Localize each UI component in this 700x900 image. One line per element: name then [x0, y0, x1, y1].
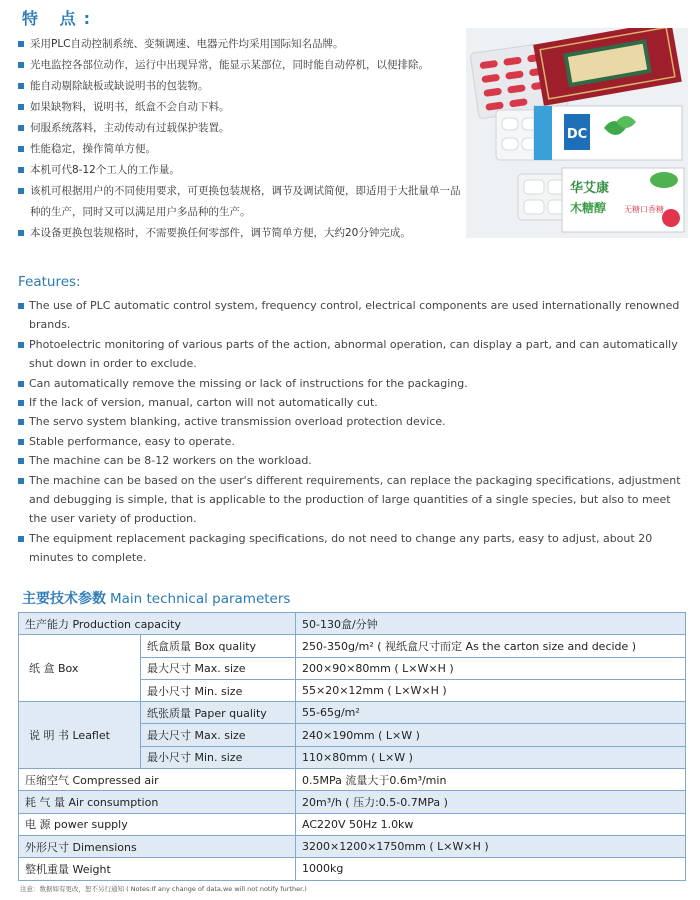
table-row: [19, 858, 686, 880]
spec-value: 200×90×80mm ( L×W×H ): [296, 657, 686, 679]
footnote: 注意：数据如有更改，恕不另行通知 ( Notes:If any change of data,we will not notify further.): [20, 885, 307, 893]
bullet-square-icon: [18, 536, 24, 542]
bullet-square-icon: [18, 439, 24, 445]
spec-value: 0.5MPa 流量大于0.6m³/min: [296, 769, 686, 791]
bullet-square-icon: [18, 381, 24, 387]
table-row: [19, 769, 686, 791]
list-item: The machine can be based on the user's different requirements, can replace the packaging specifications, adjustment and debugging is simple, that is applicable to the production of large quantities of a single species, but also to meet the user variety of production.: [18, 471, 690, 529]
list-item: Stable performance, easy to operate.: [18, 432, 690, 451]
bullet-square-icon: [18, 167, 24, 173]
spec-value: 55-65g/m²: [296, 702, 686, 724]
list-item: 该机可根据用户的不同使用要求，可更换包装规格，调节及调试简便，即适用于大批量单一品种的生产，同时又可以满足用户多品种的生产。: [18, 181, 463, 223]
list-item: 光电监控各部位动作，运行中出现异常，能显示某部位，同时能自动停机，以便排除。: [18, 55, 463, 76]
spec-value: AC220V 50Hz 1.0kw: [296, 813, 686, 835]
features-en-title: Features:: [18, 274, 81, 290]
features-en-list: [18, 296, 690, 568]
bullet-square-icon: [18, 83, 24, 89]
list-item: Photoelectric monitoring of various parts of the action, abnormal operation, can display a part, and can automatically shut down in order to exclude.: [18, 335, 690, 374]
spec-label: 整机重量 Weight: [19, 858, 296, 880]
bullet-square-icon: [18, 230, 24, 236]
table-row: [19, 813, 686, 835]
bullet-square-icon: [18, 41, 24, 47]
spec-label: 电 源 power supply: [19, 813, 296, 835]
features-cn-title: 特 点:: [22, 9, 98, 28]
bullet-square-icon: [18, 419, 24, 425]
spec-table: [18, 612, 686, 881]
bullet-square-icon: [18, 458, 24, 464]
packaging-samples-illustration: [466, 28, 688, 238]
gum-sub-text: 木糖醇: [570, 201, 607, 215]
bullet-square-icon: [18, 342, 24, 348]
spec-label: 压缩空气 Compressed air: [19, 769, 296, 791]
spec-label: 最小尺寸 Min. size: [141, 746, 296, 768]
spec-label: 纸张质量 Paper quality: [141, 702, 296, 724]
spec-value: 3200×1200×1750mm ( L×W×H ): [296, 835, 686, 857]
list-item: The equipment replacement packaging specifications, do not need to change any parts, easy to adjust, about 20 minutes to complete.: [18, 529, 690, 568]
list-item: Can automatically remove the missing or lack of instructions for the packaging.: [18, 374, 690, 393]
spec-label: 最小尺寸 Min. size: [141, 679, 296, 701]
table-row: [19, 702, 686, 724]
table-row: [19, 835, 686, 857]
list-item: 性能稳定，操作简单方便。: [18, 139, 463, 160]
spec-value: 110×80mm ( L×W ): [296, 746, 686, 768]
list-item: If the lack of version, manual, carton will not automatically cut.: [18, 393, 690, 412]
spec-value: 1000kg: [296, 858, 686, 880]
bullet-square-icon: [18, 400, 24, 406]
spec-title-en: Main technical parameters: [110, 591, 291, 607]
list-item: 本设备更换包装规格时，不需要换任何零部件，调节简单方便，大约20分钟完成。: [18, 223, 463, 244]
table-row: [19, 635, 686, 657]
list-item: 伺服系统落料，主动传动有过载保护装置。: [18, 118, 463, 139]
spec-section-title: [22, 588, 290, 608]
list-item: 如果缺物料，说明书，纸盒不会自动下料。: [18, 97, 463, 118]
spec-value: 240×190mm ( L×W ): [296, 724, 686, 746]
list-item: The machine can be 8-12 workers on the workload.: [18, 451, 690, 470]
list-item: 能自动剔除缺板或缺说明书的包装物。: [18, 76, 463, 97]
table-row: [19, 613, 686, 635]
list-item: 本机可代8-12个工人的工作量。: [18, 160, 463, 181]
box-logo-text: DC: [566, 127, 588, 142]
list-item: 采用PLC自动控制系统、变频调速、电器元件均采用国际知名品牌。: [18, 34, 463, 55]
spec-group-label: 说 明 书 Leaflet: [19, 702, 141, 769]
spec-value: 20m³/h ( 压力:0.5-0.7MPa ): [296, 791, 686, 813]
bullet-square-icon: [18, 188, 24, 194]
bullet-square-icon: [18, 303, 24, 309]
spec-group-label: 纸 盒 Box: [19, 635, 141, 702]
spec-label: 生产能力 Production capacity: [19, 613, 296, 635]
spec-value: 250-350g/m² ( 视纸盒尺寸而定 As the carton size and decide ): [296, 635, 686, 657]
product-photo: [466, 28, 688, 238]
gum-tag-text: 无糖口香糖: [624, 205, 664, 214]
list-item: The servo system blanking, active transmission overload protection device.: [18, 412, 690, 431]
bullet-square-icon: [18, 62, 24, 68]
white-carton: [496, 106, 682, 160]
gum-brand-text: 华艾康: [570, 181, 610, 196]
spec-title-cn: 主要技术参数: [22, 591, 106, 607]
spec-label: 纸盒质量 Box quality: [141, 635, 296, 657]
spec-value: 50-130盒/分钟: [296, 613, 686, 635]
bullet-square-icon: [18, 104, 24, 110]
spec-label: 外形尺寸 Dimensions: [19, 835, 296, 857]
spec-label: 耗 气 量 Air consumption: [19, 791, 296, 813]
bullet-square-icon: [18, 478, 24, 484]
table-row: [19, 791, 686, 813]
bullet-square-icon: [18, 146, 24, 152]
list-item: The use of PLC automatic control system, frequency control, electrical components are used internationally renowned brands.: [18, 296, 690, 335]
features-cn-list: [18, 34, 463, 244]
spec-value: 55×20×12mm ( L×W×H ): [296, 679, 686, 701]
spec-label: 最大尺寸 Max. size: [141, 657, 296, 679]
bullet-square-icon: [18, 125, 24, 131]
spec-label: 最大尺寸 Max. size: [141, 724, 296, 746]
